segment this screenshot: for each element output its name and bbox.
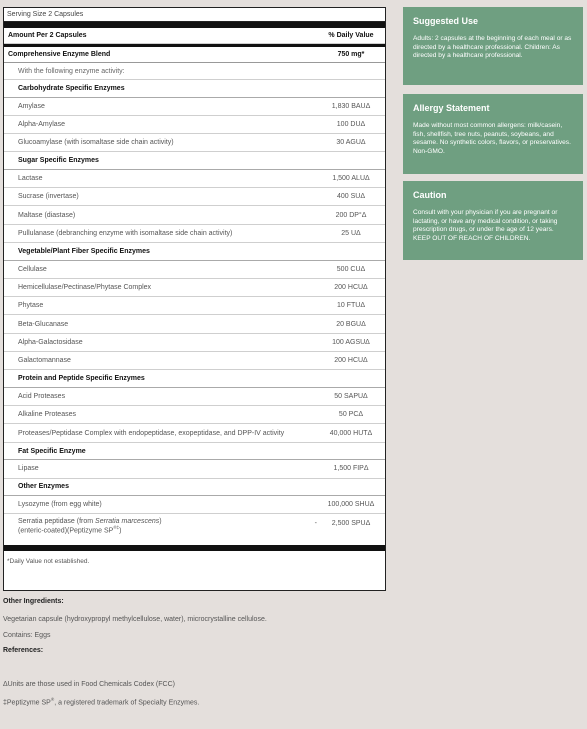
ingredient-row-serratia bbox=[4, 514, 385, 540]
caution-box bbox=[403, 181, 583, 260]
ingredient-name: Galactomannase bbox=[18, 357, 71, 365]
ingredient-name: Alkaline Proteases bbox=[18, 411, 76, 419]
allergy-statement-box bbox=[403, 94, 583, 174]
contains-statement: Contains: Eggs bbox=[3, 632, 51, 639]
ingredient-value: 10 FTUΔ bbox=[336, 302, 365, 310]
category-title: Carbohydrate Specific Enzymes bbox=[18, 84, 125, 92]
activity-note bbox=[4, 63, 385, 80]
ingredient-name: Amylase bbox=[18, 102, 45, 110]
ingredient-value: 2,500 SPUΔ bbox=[331, 520, 371, 528]
amount-header: Amount Per 2 Capsules bbox=[8, 32, 87, 39]
ingredient-name: Glucoamylase (with isomaltase side chain activity) bbox=[18, 139, 174, 147]
ingredient-row bbox=[4, 170, 385, 188]
ingredient-name: Acid Proteases bbox=[18, 393, 66, 400]
category-title: Vegetable/Plant Fiber Specific Enzymes bbox=[18, 247, 150, 255]
ingredient-row bbox=[4, 388, 385, 406]
ingredient-name: Lipase bbox=[18, 465, 39, 473]
ingredient-row bbox=[4, 98, 385, 116]
activity-note-text: With the following enzyme activity: bbox=[18, 67, 125, 75]
allergy-statement-body: Made without most common allergens: milk/casein, fish, shellfish, tree nuts, peanuts, soybeans, and sesame. No synthetic colors, flavors, or preservatives. Non-GMO. bbox=[413, 122, 571, 155]
registered-mark: ® bbox=[50, 697, 55, 702]
ingredient-name: Cellulase bbox=[18, 265, 47, 273]
category-fiber bbox=[4, 243, 385, 261]
ingredient-value: 100,000 SHUΔ bbox=[327, 501, 375, 509]
ingredient-value: 50 SAPUΔ bbox=[334, 393, 368, 400]
ingredient-name: Maltase (diastase) bbox=[18, 211, 76, 219]
ingredient-value: 40,000 HUTΔ bbox=[329, 429, 373, 437]
ingredient-name: Lactase bbox=[18, 175, 43, 183]
ingredient-value: 400 SUΔ bbox=[336, 193, 366, 201]
ingredient-row bbox=[4, 352, 385, 370]
category-fat bbox=[4, 443, 385, 461]
ingredient-row bbox=[4, 134, 385, 152]
ingredient-value: 50 PCΔ bbox=[338, 411, 364, 419]
category-other bbox=[4, 479, 385, 497]
ingredient-row bbox=[4, 261, 385, 279]
serratia-text-end: ) bbox=[159, 518, 162, 526]
caution-body: Consult with your physician if you are pregnant or lactating, or have any medical condition, or taking prescription drugs, or under the age of 12 years. KEEP OUT OF REACH OF CHILDREN. bbox=[413, 209, 558, 242]
ingredient-name: Lysozyme (from egg white) bbox=[18, 501, 102, 509]
trademark-note-end: , a registered trademark of Specialty Enzymes. bbox=[54, 699, 200, 707]
references-title: References: bbox=[3, 647, 44, 654]
ingredients-section bbox=[3, 598, 383, 706]
ingredient-row bbox=[4, 225, 385, 243]
ingredient-name bbox=[18, 518, 315, 534]
suggested-use-body: Adults: 2 capsules at the beginning of each meal or as directed by a healthcare professional. Children: As directed by a healthcare professional. bbox=[413, 35, 572, 60]
category-carbohydrate bbox=[4, 80, 385, 98]
caution-title: Caution bbox=[413, 190, 447, 200]
ingredient-value: 100 DUΔ bbox=[336, 120, 366, 128]
ingredient-value: 200 HCUΔ bbox=[334, 284, 368, 292]
serratia-line2-end: ) bbox=[119, 527, 122, 535]
allergy-statement-title: Allergy Statement bbox=[413, 103, 490, 113]
trademark-mark: ®‡ bbox=[113, 525, 120, 531]
ingredient-row bbox=[4, 496, 385, 514]
ingredient-value: 100 AGSUΔ bbox=[332, 338, 370, 346]
category-title: Protein and Peptide Specific Enzymes bbox=[18, 375, 145, 383]
ingredient-row bbox=[4, 116, 385, 134]
ingredient-row bbox=[4, 460, 385, 478]
ingredient-row bbox=[4, 188, 385, 206]
ingredient-value: 500 CUΔ bbox=[336, 265, 366, 273]
serratia-species: Serratia marcescens bbox=[95, 518, 160, 526]
blend-name: Comprehensive Enzyme Blend bbox=[8, 51, 111, 58]
ingredient-name: Beta-Glucanase bbox=[18, 320, 69, 328]
ingredient-name: Phytase bbox=[18, 302, 44, 310]
ingredient-value: 20 BGUΔ bbox=[336, 320, 366, 328]
serratia-line2: (enteric-coated)(Peptizyme SP bbox=[18, 527, 114, 535]
trademark-note-text: ‡Peptizyme SP bbox=[3, 699, 51, 707]
ingredient-row bbox=[4, 315, 385, 333]
category-sugar bbox=[4, 152, 385, 170]
blend-row bbox=[4, 47, 385, 63]
trademark-note bbox=[3, 697, 383, 706]
ingredient-value: 1,500 ALUΔ bbox=[332, 175, 370, 183]
blend-amount: 750 mg* bbox=[337, 51, 365, 58]
serratia-dash: - bbox=[314, 520, 317, 528]
suggested-use-box bbox=[403, 7, 583, 85]
category-title: Fat Specific Enzyme bbox=[18, 447, 86, 455]
ingredient-row bbox=[4, 206, 385, 224]
amount-header-row bbox=[4, 28, 385, 44]
ingredient-name: Sucrase (invertase) bbox=[18, 193, 79, 201]
ingredient-row bbox=[4, 297, 385, 315]
ingredient-value: 1,830 BAUΔ bbox=[331, 102, 371, 110]
ingredient-name: Hemicellulase/Pectinase/Phytase Complex bbox=[18, 284, 152, 292]
other-ingredients-body: Vegetarian capsule (hydroxypropyl methylcellulose, water), microcrystalline cellulose. bbox=[3, 616, 267, 623]
ingredient-name: Alpha-Amylase bbox=[18, 120, 66, 128]
supplement-facts-panel bbox=[3, 7, 386, 591]
other-ingredients-title: Other Ingredients: bbox=[3, 598, 64, 605]
dv-header: % Daily Value bbox=[328, 32, 374, 39]
units-note: ΔUnits are those used in Food Chemicals Codex (FCC) bbox=[3, 681, 175, 688]
ingredient-value: 30 AGUΔ bbox=[336, 139, 366, 147]
ingredient-row bbox=[4, 406, 385, 424]
serving-size: Serving Size 2 Capsules bbox=[4, 8, 385, 22]
ingredient-value: 1,500 FIPΔ bbox=[333, 465, 369, 473]
ingredient-row bbox=[4, 424, 385, 442]
ingredient-name: Pullulanase (debranching enzyme with isomaltase side chain activity) bbox=[18, 229, 233, 237]
ingredient-name: Alpha-Galactosidase bbox=[18, 338, 83, 346]
ingredient-name: Proteases/Peptidase Complex with endopeptidase, exopeptidase, and DPP-IV activity bbox=[18, 429, 285, 437]
dv-footnote: *Daily Value not established. bbox=[7, 558, 90, 566]
ingredient-row bbox=[4, 279, 385, 297]
ingredient-value: 25 UΔ bbox=[341, 229, 361, 237]
ingredient-row bbox=[4, 334, 385, 352]
serratia-text: Serratia peptidase (from bbox=[18, 518, 96, 526]
category-protein bbox=[4, 370, 385, 388]
category-title: Other Enzymes bbox=[18, 483, 69, 491]
suggested-use-title: Suggested Use bbox=[413, 16, 479, 26]
category-title: Sugar Specific Enzymes bbox=[18, 157, 99, 165]
ingredient-value: 200 DP°Δ bbox=[335, 211, 367, 219]
ingredient-value: 200 HCUΔ bbox=[334, 357, 368, 365]
